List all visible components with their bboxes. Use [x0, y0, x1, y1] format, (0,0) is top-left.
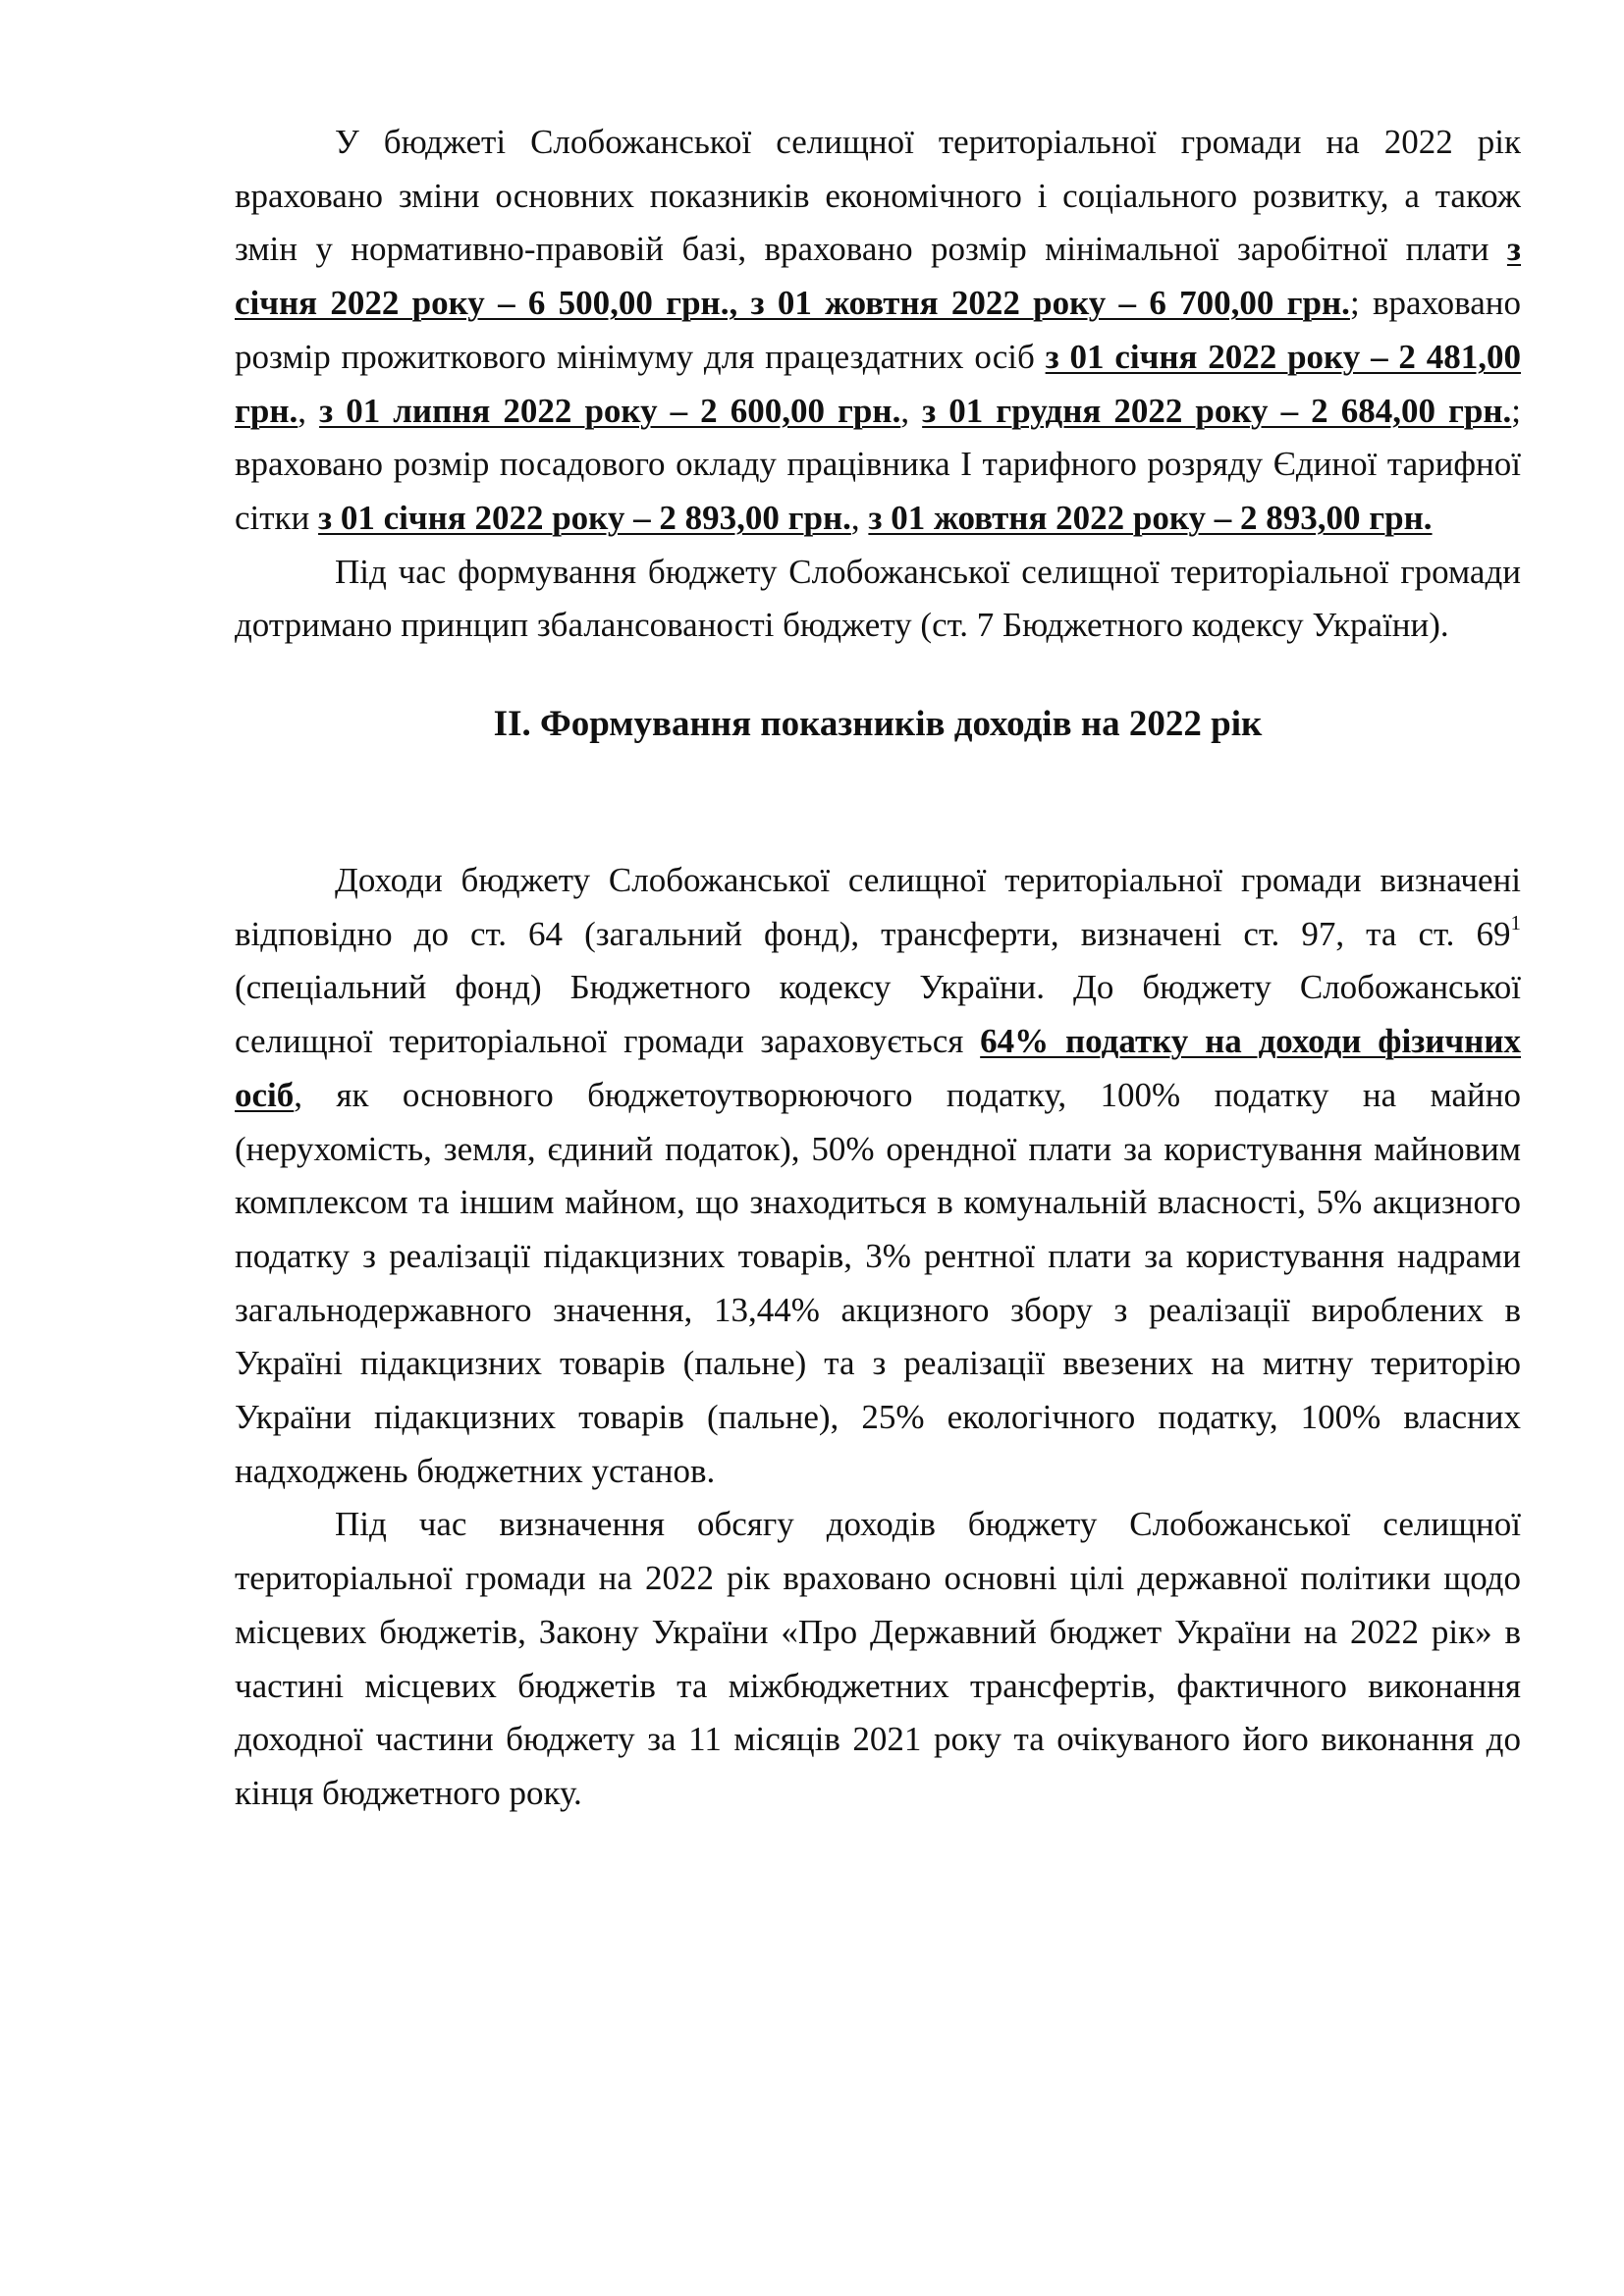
- paragraph-revenue-sources: [235, 854, 1521, 1498]
- p1-sep-3: ,: [850, 498, 869, 537]
- p1-sep-2: ,: [900, 391, 923, 430]
- subsistence-minimum-jan: з 01 січня 2022 року – 2 481,00 грн.: [235, 337, 1521, 430]
- footnote-superscript: 1: [1510, 911, 1521, 935]
- minimum-wage-values: з січня 2022 року – 6 500,00 грн., з 01 жовтня 2022 року – 6 700,00 грн.: [235, 230, 1521, 323]
- tariff-salary-oct: з 01 жовтня 2022 року – 2 893,00 грн.: [868, 498, 1433, 537]
- paragraph-budget-balance: Під час формування бюджету Слобожанської селищної територіальної громади дотримано принцип збалансованості бюджету (ст. 7 Бюджетного кодексу України).: [235, 552, 1521, 645]
- subsistence-minimum-dec: з 01 грудня 2022 року – 2 684,00 грн.: [922, 391, 1512, 430]
- p1-text-2: ; враховано розмір прожиткового мінімуму для працездатних осіб: [235, 284, 1522, 376]
- p3-text-1: Доходи бюджету Слобожанської селищної територіальної громади визначені відповідно до ст. 64 (загальний фонд), трансферти, визначені ст. 97, та ст. 69: [235, 861, 1521, 953]
- p3-text-2: (спеціальний фонд) Бюджетного кодексу України. До бюджету Слобожанської селищної територіальної громади зараховується: [235, 968, 1521, 1061]
- subsistence-minimum-jul: з 01 липня 2022 року – 2 600,00 грн.: [319, 391, 901, 430]
- p1-text-1: У бюджеті Слобожанської селищної територіальної громади на 2022 рік враховано зміни основних показників економічного і соціального розвитку, а також змін у нормативно-правовій базі, враховано розмір мінімальної заробітної плати: [235, 123, 1521, 269]
- paragraph-revenue-determination: Під час визначення обсягу доходів бюджету Слобожанської селищної територіальної громади на 2022 рік враховано основні цілі державної політики щодо місцевих бюджетів, Закону України «Про Державний бюджет України на 2022 рік» в частині місцевих бюджетів та міжбюджетних трансфертів, фактичного виконання доходної частини бюджету за 11 місяців 2021 року та очікуваного його виконання до кінця бюджетного року.: [235, 1505, 1521, 1812]
- p1-sep-1: ,: [298, 391, 320, 430]
- tariff-salary-jan: з 01 січня 2022 року – 2 893,00 грн.: [318, 498, 851, 537]
- p3-text-3: , як основного бюджетоутворюючого податку, 100% податку на майно (нерухомість, земля, єдиний податок), 50% орендної плати за користування майновим комплексом та іншим майном, що знаходиться в комунальній власності, 5% акцизного податку з реалізації підакцизних товарів, 3% рентної плати за користування надрами загальнодержавного значення, 13,44% акцизного збору з реалізації вироблених в Україні підакцизних товарів (пальне) та з реалізації ввезених на митну територію України підакцизних товарів (пальне), 25% екологічного податку, 100% власних надходжень бюджетних установ.: [235, 1075, 1521, 1490]
- section-heading: II. Формування показників доходів на 2022 рік: [493, 704, 1263, 745]
- p1-text-3: ; враховано розмір посадового окладу працівника І тарифного розряду Єдиної тарифної сітки: [235, 391, 1522, 537]
- document-page: [235, 116, 1521, 1821]
- income-tax-share: 64% податку на доходи фізичних осіб: [235, 1022, 1522, 1114]
- paragraph-minimum-wage: [235, 116, 1521, 546]
